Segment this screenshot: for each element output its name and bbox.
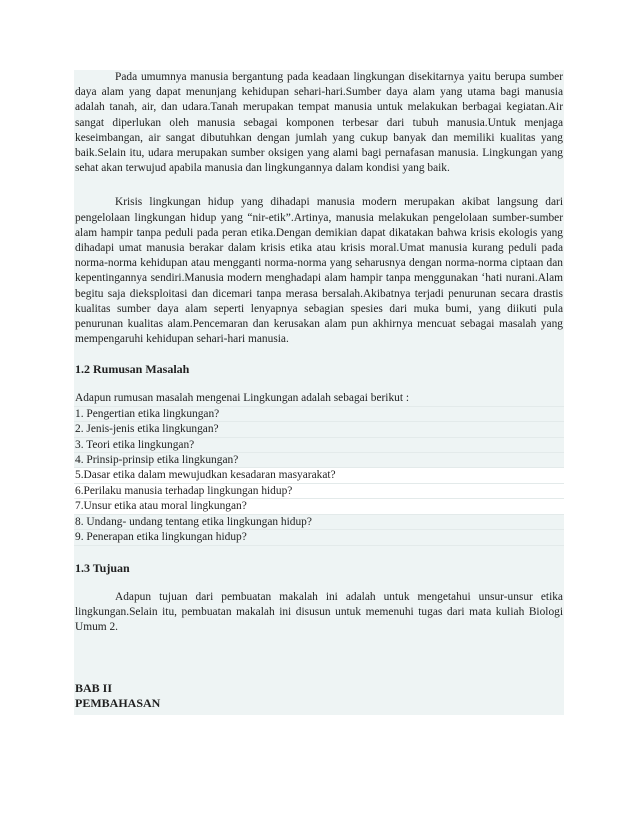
- intro-paragraph-2: Krisis lingkungan hidup yang dihadapi manusia modern merupakan akibat langsung dari pengelolaan lingkungan hidup yang “nir-etik”.Artinya, manusia melakukan pengelolaan sumber-sumber alam hampir tanpa peduli pada peran etika.Dengan demikian dapat dikatakan bahwa krisis ekologis yang dihadapi umat manusia berakar dalam krisis etika atau krisis moral.Umat manusia kurang peduli pada norma-norma kehidupan atau mengganti norma-norma yang seharusnya dengan norma-norma ciptaan dan kepentingannya sendiri.Manusia modern menghadapi alam hampir tanpa menggunakan ‘hati nurani.Alam begitu saja dieksploitasi dan dicemari tanpa merasa bersalah.Akibatnya terjadi penurunan secara drastis kualitas sumber daya alam seperti lenyapnya sebagian spesies dari muka bumi, yang diikuti pula penurunan kualitas alam.Pencemaran dan kerusakan alam pun akhirnya mencuat sebagai masalah yang mempengaruhi kehidupan sehari-hari manusia.: [75, 196, 563, 346]
- list-item: 3. Teori etika lingkungan?: [74, 438, 564, 453]
- list-item: 8. Undang- undang tentang etika lingkungan hidup?: [74, 515, 564, 530]
- tujuan-heading: 1.3 Tujuan: [75, 560, 130, 575]
- list-item: 7.Unsur etika atau moral lingkungan?: [74, 499, 564, 514]
- rumusan-heading: 1.2 Rumusan Masalah: [75, 362, 190, 377]
- list-item: 4. Prinsip-prinsip etika lingkungan?: [74, 453, 564, 468]
- document-content: [74, 70, 564, 715]
- list-item: 5.Dasar etika dalam mewujudkan kesadaran masyarakat?: [74, 468, 564, 483]
- tujuan-section: [74, 546, 564, 716]
- tujuan-paragraph: Adapun tujuan dari pembuatan makalah ini adalah untuk mengetahui unsur-unsur etika lingkungan.Selain itu, pembuatan makalah ini disusun untuk memenuhi tugas dari mata kuliah Biologi Umum 2.: [75, 590, 563, 633]
- intro-paragraph-1: Pada umumnya manusia bergantung pada keadaan lingkungan disekitarnya yaitu berupa sumber daya alam yang dapat menunjang kehidupan sehari-hari.Sumber daya alam yang utama bagi manusia adalah tanah, air, dan udara.Tanah merupakan tempat manusia untuk melakukan berbagai kegiatan.Air sangat diperlukan oleh manusia sebagai komponen terbesar dari tubuh manusia.Untuk menjaga keseimbangan, air sangat dibutuhkan dengan jumlah yang cukup banyak dan memiliki kualitas yang baik.Selain itu, udara merupakan sumber oksigen yang alami bagi pernafasan manusia. Lingkungan yang sehat akan terwujud apabila manusia dan lingkungannya dalam kondisi yang baik.: [75, 71, 563, 175]
- rumusan-section: [74, 357, 564, 545]
- chapter-title: PEMBAHASAN: [75, 696, 161, 711]
- list-item: 6.Perilaku manusia terhadap lingkungan hidup?: [74, 484, 564, 499]
- list-item: 1. Pengertian etika lingkungan?: [74, 407, 564, 422]
- list-item: 2. Jenis-jenis etika lingkungan?: [74, 422, 564, 437]
- rumusan-lead: Adapun rumusan masalah mengenai Lingkungan adalah sebagai berikut :: [74, 391, 564, 406]
- chapter-number: BAB II: [75, 681, 113, 696]
- intro-section: [74, 70, 564, 357]
- list-item: 9. Penerapan etika lingkungan hidup?: [74, 530, 564, 545]
